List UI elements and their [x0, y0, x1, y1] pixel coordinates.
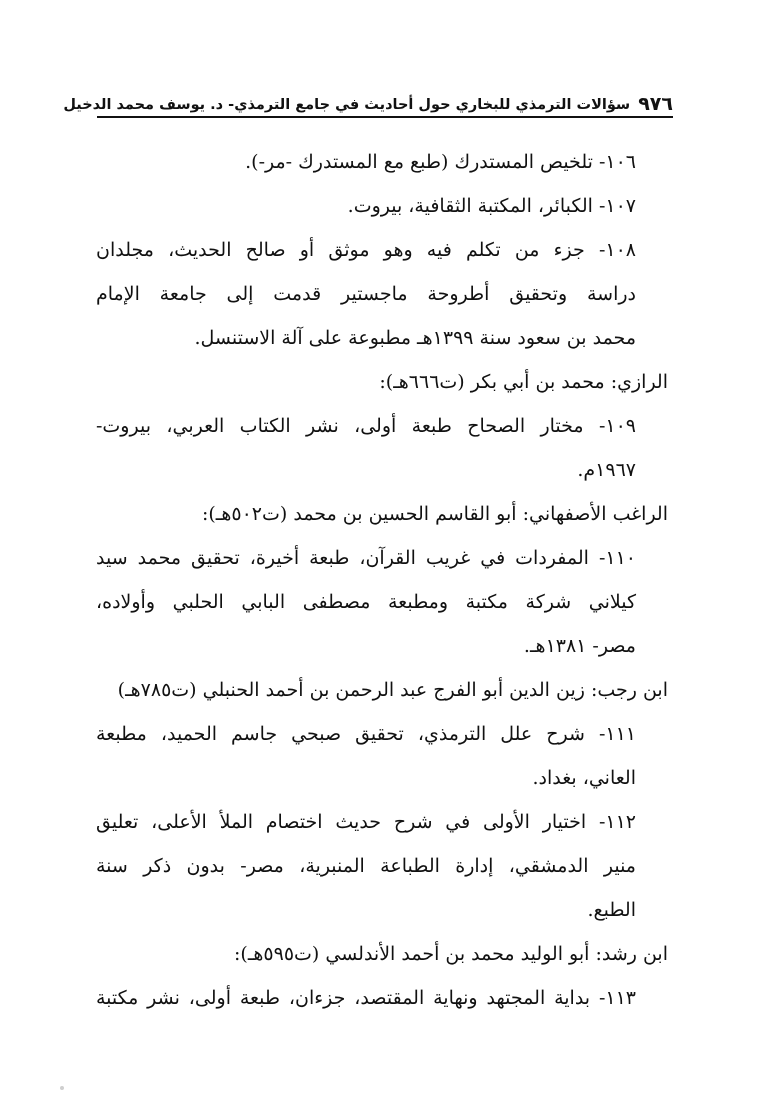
entry-110-line-2: كيلاني شركة مكتبة ومطبعة مصطفى البابي الحلبي وأولاده،	[96, 591, 636, 613]
entry-106: ١٠٦- تلخيص المستدرك (طبع مع المستدرك -مر-).	[245, 151, 636, 173]
entry-109-line-1: ١٠٩- مختار الصحاح طبعة أولى، نشر الكتاب العربي، بيروت-	[96, 415, 636, 437]
author-ibn-rajab: ابن رجب: زين الدين أبو الفرج عبد الرحمن بن أحمد الحنبلي (ت٧٨٥هـ)	[117, 679, 668, 701]
entry-109-line-2: ١٩٦٧م.	[577, 459, 636, 481]
entry-112-line-3: الطبع.	[587, 899, 636, 921]
entry-111-line-1: ١١١- شرح علل الترمذي، تحقيق صبحي جاسم الحميد، مطبعة	[96, 723, 636, 745]
entry-108-line-2: دراسة وتحقيق أطروحة ماجستير قدمت إلى جامعة الإمام	[96, 283, 636, 305]
entry-110-line-1: ١١٠- المفردات في غريب القرآن، طبعة أخيرة، تحقيق محمد سيد	[96, 547, 636, 569]
entry-108-line-3: محمد بن سعود سنة ١٣٩٩هـ مطبوعة على آلة الاستنسل.	[194, 327, 636, 349]
author-razi: الرازي: محمد بن أبي بكر (ت٦٦٦هـ):	[379, 371, 668, 393]
running-header	[63, 88, 673, 118]
entry-112-line-2: منير الدمشقي، إدارة الطباعة المنبرية، مصر- بدون ذكر سنة	[96, 855, 636, 877]
entry-107: ١٠٧- الكبائر، المكتبة الثقافية، بيروت.	[347, 195, 636, 217]
entry-108-line-1: ١٠٨- جزء من تكلم فيه وهو موثق أو صالح الحديث، مجلدان	[96, 239, 636, 261]
entry-111-line-2: العاني، بغداد.	[532, 767, 636, 789]
bibliography-body	[96, 140, 668, 1020]
scan-speck	[60, 1086, 64, 1090]
entry-110-line-3: مصر- ١٣٨١هـ.	[523, 635, 636, 657]
entry-113-line-1: ١١٣- بداية المجتهد ونهاية المقتصد، جزءان، طبعة أولى، نشر مكتبة	[96, 987, 636, 1009]
page-number: ٩٧٦	[638, 93, 673, 115]
entry-112-line-1: ١١٢- اختيار الأولى في شرح حديث اختصام الملأ الأعلى، تعليق	[96, 811, 636, 833]
author-raghib: الراغب الأصفهاني: أبو القاسم الحسين بن محمد (ت٥٠٢هـ):	[201, 503, 668, 525]
author-ibn-rushd: ابن رشد: أبو الوليد محمد بن أحمد الأندلسي (ت٥٩٥هـ):	[234, 943, 668, 965]
header-title: سؤالات الترمذي للبخاري حول أحاديث في جامع الترمذي- د. يوسف محمد الدخيل	[63, 97, 631, 113]
